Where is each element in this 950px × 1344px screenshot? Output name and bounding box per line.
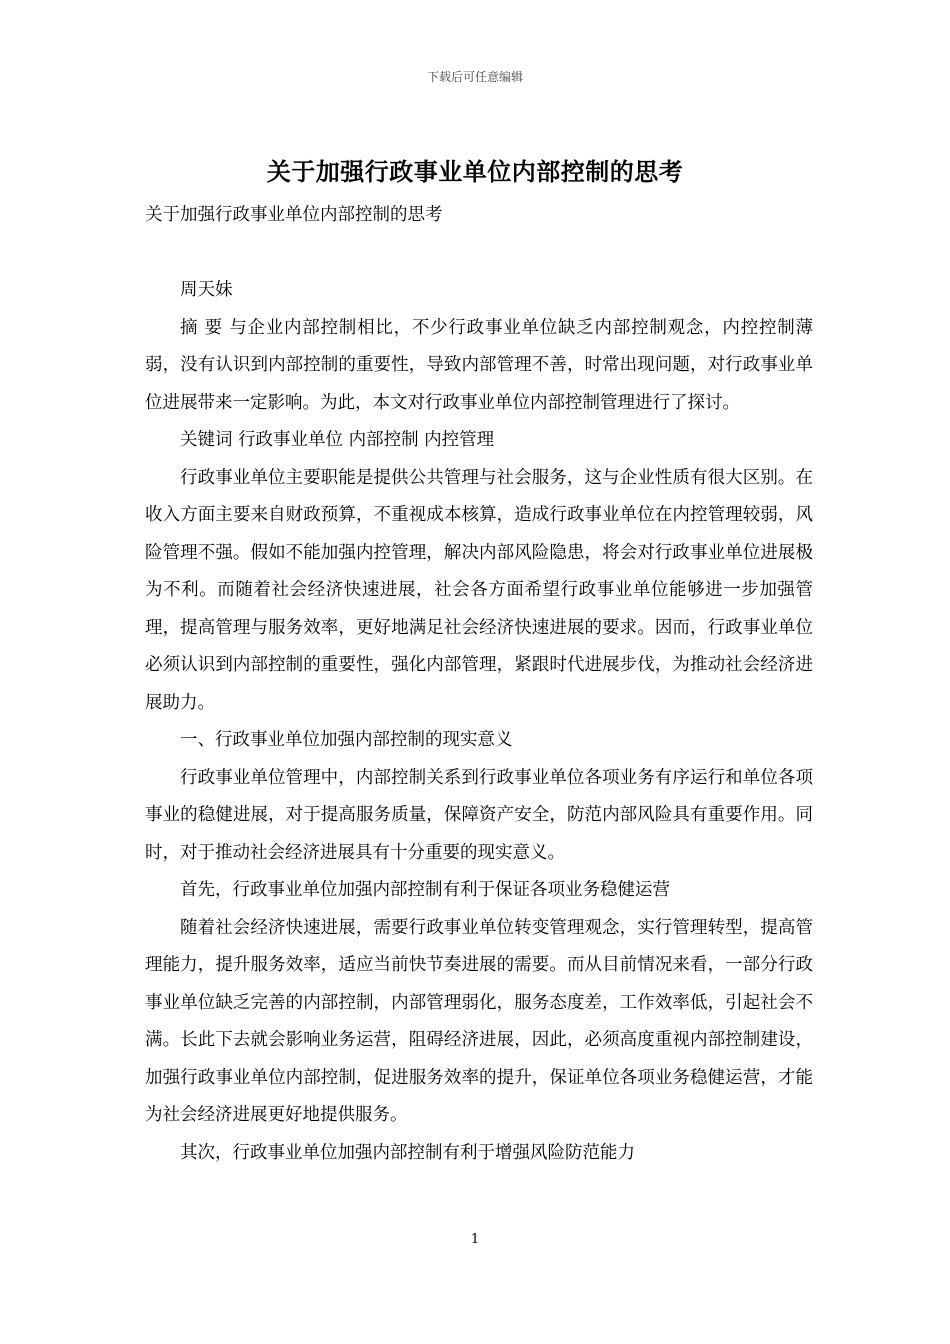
section-heading: 一、行政事业单位加强内部控制的现实意义 — [180, 730, 513, 750]
body-paragraph: 行政事业单位管理中，内部控制关系到行政事业单位各项业务有序运行和单位各项事业的稳健进展，对于提高服务质量，保障资产安全，防范内部风险具有重要作用。同时，对于推动社会经济进展具有十分重要的现实意义。 — [145, 767, 813, 863]
author-name: 周天妹 — [180, 280, 233, 300]
document-subtitle: 关于加强行政事业单位内部控制的思考 — [145, 205, 443, 225]
document-body — [145, 197, 813, 1172]
page-header: 下载后可任意编辑 — [426, 70, 523, 84]
body-paragraph: 随着社会经济快速进展，需要行政事业单位转变管理观念，实行管理转型，提高管理能力，提升服务效率，适应当前快节奏进展的需要。而从目前情况来看，一部分行政事业单位缺乏完善的内部控制，内部管理弱化，服务态度差，工作效率低，引起社会不满。长此下去就会影响业务运营，阻碍经济进展，因此，必须高度重视内部控制建设，加强行政事业单位内部控制，促进服务效率的提升，保证单位各项业务稳健运营，才能为社会经济进展更好地提供服务。 — [145, 917, 813, 1125]
subsection-heading: 其次，行政事业单位加强内部控制有利于增强风险防范能力 — [180, 1142, 635, 1163]
body-paragraph: 行政事业单位主要职能是提供公共管理与社会服务，这与企业性质有很大区别。在收入方面主要来自财政预算，不重视成本核算，造成行政事业单位在内控管理较弱，风险管理不强。假如不能加强内控管理，解决内部风险隐患，将会对行政事业单位进展极为不利。而随着社会经济快速进展，社会各方面希望行政事业单位能够进一步加强管理，提高管理与服务效率，更好地满足社会经济快速进展的要求。因而，行政事业单位必须认识到内部控制的重要性，强化内部管理，紧跟时代进展步伐，为推动社会经济进展助力。 — [145, 467, 813, 713]
blank-line — [145, 235, 813, 273]
keywords-line: 关键词 行政事业单位 内部控制 内控管理 — [180, 430, 495, 450]
abstract-paragraph: 摘 要 与企业内部控制相比，不少行政事业单位缺乏内部控制观念，内控控制薄弱，没有认识到内部控制的重要性，导致内部管理不善，时常出现问题，对行政事业单位进展带来一定影响。为此，本文对行政事业单位内部控制管理进行了探讨。 — [145, 317, 813, 413]
page-number: 1 — [470, 1232, 480, 1247]
document-title: 关于加强行政事业单位内部控制的思考 — [266, 157, 684, 186]
subsection-heading: 首先，行政事业单位加强内部控制有利于保证各项业务稳健运营 — [180, 880, 670, 900]
